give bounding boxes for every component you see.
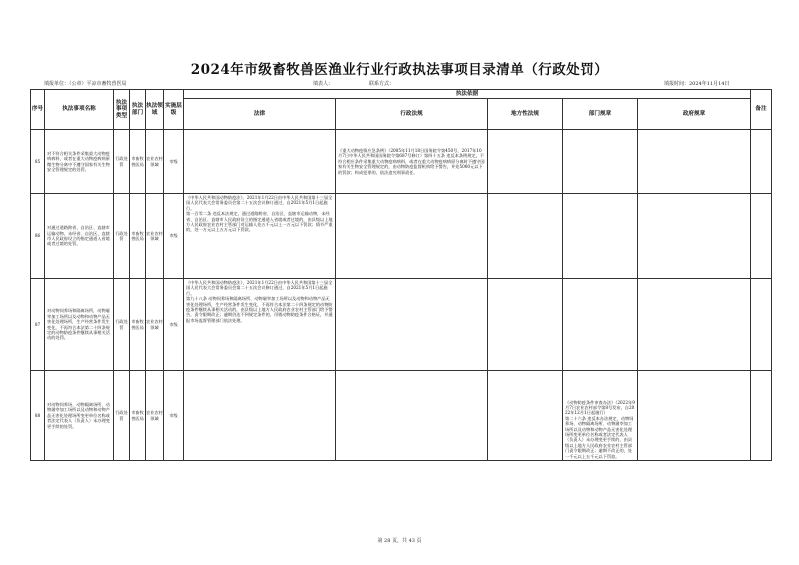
cell-gov-rule — [638, 371, 751, 461]
filler-label: 填表人： — [313, 81, 334, 87]
header-basis: 执法依据 — [184, 90, 751, 99]
cell-dept: 市畜牧兽医局 — [130, 130, 146, 194]
cell-seq: 87 — [31, 279, 45, 371]
cell-name: 对不符合相关条件采集重大动物疫病病料，或者在重大动物疫病病原微生物分离中不遵守国家有关生物安全管理规定的处罚。 — [45, 130, 114, 194]
cell-local-reg — [488, 371, 563, 461]
cell-local-reg — [488, 130, 563, 194]
cell-type: 行政处罚 — [114, 194, 130, 279]
cell-gov-rule — [638, 130, 751, 194]
cell-note — [751, 130, 772, 194]
cell-dept-rule — [563, 194, 638, 279]
cell-gov-rule — [638, 194, 751, 279]
cell-seq: 85 — [31, 130, 45, 194]
header-seq: 序号 — [31, 90, 45, 130]
table-row — [31, 130, 772, 194]
cell-note — [751, 279, 772, 371]
cell-local-reg — [488, 279, 563, 371]
cell-name: 对动物饲养场和隔离场所，动物屠宰加工场所以及动物和动物产品无害化处理场所，生产经营条件发生变化，不再符合本法第二十四条规定的动物防疫条件继续从事相关活动的处罚。 — [45, 279, 114, 371]
cell-dept-rule: 《动物防疫条件审查办法》（2022年9月7日农业农村部令第8号发布，自2022年12月1日起施行） 第二十六条 违反本办法规定，动物饲养场、动物隔离场所、动物屠宰加工场所以及动物和动物产品无害化处理场所变更单位名称或者法定代表人（负责人）未办理变更手续的，由县级以上地方人民政府农业农村主管部门责令限期改正；逾期不改正的，处一千元以上五千元以下罚款。 — [563, 371, 638, 461]
cell-type: 行政处罚 — [114, 279, 130, 371]
filing-unit: 填报单位：（公章）平凉市畜牧兽医局 — [44, 81, 127, 87]
cell-admin-reg — [336, 371, 488, 461]
table-row — [31, 371, 772, 461]
cell-dept-rule — [563, 279, 638, 371]
cell-note — [751, 371, 772, 461]
cell-dept-rule — [563, 130, 638, 194]
cell-local-reg — [488, 194, 563, 279]
cell-level: 市级 — [164, 194, 184, 279]
document-title: 2024年市级畜牧兽医渔业行业行政执法事项目录清单（行政处罚） — [190, 62, 609, 78]
header-gov-rule: 政府规章 — [638, 99, 751, 130]
header-type: 执法事项类型 — [114, 90, 130, 130]
cell-law: 《中华人民共和国动物防疫法》，2021年1月22日由中华人民共和国第十三届全国人民代表大会常务委员会第二十五次会议修订通过，自2021年5月1日起施行。 第一百零二条 违反本法规定，通过道路跨省、自治区、直辖市运输动物，未经省、自治区、直辖市人民政府设立的指定通道入省境或者过境的，由县级以上地方人民政府农业农村主管部门对运输人处五千元以上一万元以下罚款；情节严重的，处一万元以上五万元以下罚款。 — [184, 194, 336, 279]
header-local-reg: 地方性法规 — [488, 99, 563, 130]
cell-field: 农业农村领域 — [146, 371, 164, 461]
header-law: 法律 — [184, 99, 336, 130]
cell-name: 对动物饲养场、动物隔离场所、动物屠宰加工场所以及动物和动物产品无害化处理场所变更单位名称或者法定代表人（负责人）未办理变更手续的处罚。 — [45, 371, 114, 461]
cell-field: 农业农村领域 — [146, 194, 164, 279]
cell-law — [184, 130, 336, 194]
cell-dept: 市畜牧兽医局 — [130, 279, 146, 371]
table-row — [31, 194, 772, 279]
cell-note — [751, 194, 772, 279]
cell-type: 行政处罚 — [114, 130, 130, 194]
page-number: 第 28 页，共 43 页 — [377, 538, 422, 544]
cell-type: 行政处罚 — [114, 371, 130, 461]
header-admin-reg: 行政法规 — [336, 99, 488, 130]
table-row — [31, 279, 772, 371]
cell-seq: 86 — [31, 194, 45, 279]
header-dept: 执法部门 — [130, 90, 146, 130]
cell-admin-reg — [336, 194, 488, 279]
cell-name: 对通过道路跨省、自治区、直辖市运输动物，未经省、自治区、直辖市人民政府设立的指定通道入省境或者过境的处罚。 — [45, 194, 114, 279]
cell-field: 农业农村领域 — [146, 130, 164, 194]
cell-admin-reg — [336, 279, 488, 371]
cell-level: 市级 — [164, 279, 184, 371]
cell-dept: 市畜牧兽医局 — [130, 194, 146, 279]
cell-law — [184, 371, 336, 461]
cell-level: 市级 — [164, 371, 184, 461]
header-dept-rule: 部门规章 — [563, 99, 638, 130]
cell-seq: 88 — [31, 371, 45, 461]
header-note: 备注 — [751, 90, 772, 130]
header-field: 执法领域 — [146, 90, 164, 130]
enforcement-items-table — [30, 89, 772, 461]
header-name: 执法事项名称 — [45, 90, 114, 130]
cell-level: 市级 — [164, 130, 184, 194]
cell-law: 《中华人民共和国动物防疫法》，2021年1月22日由中华人民共和国第十三届全国人民代表大会常务委员会第二十五次会议修订通过，自2021年5月1日起施行。 第九十八条 动物饲养场和隔离场所、动物屠宰加工场所以及动物和动物产品无害化处理场所，生产经营条件发生变化，不再符合本法第二十四条规定的动物防疫条件继续从事相关活动的，由县级以上地方人民政府农业农村主管部门给予警告，责令限期改正；逾期仍达不到规定条件的，吊销动物防疫条件合格证，并通报市场监督管理部门依法处理。 — [184, 279, 336, 371]
filing-date: 填报时间：2024年11月14日 — [664, 81, 730, 87]
cell-gov-rule — [638, 279, 751, 371]
cell-admin-reg: 《重大动物疫情应急条例》（2005年11月18日国务院令第450号，2017年10月7日中华人民共和国国务院令第687号修订）第四十五条 违反本条例规定，不符合相应条件采集重大动物疫病病料，或者在重大动物疫病病原分离时不遵守国家有关生物安全管理规定的，由动物防疫监督机构给予警告，并处5000元以下的罚款；构成犯罪的，依法追究刑事责任。 — [336, 130, 488, 194]
header-level: 实施层级 — [164, 90, 184, 130]
contact-label: 联系方式： — [369, 81, 395, 87]
cell-field: 农业农村领域 — [146, 279, 164, 371]
cell-dept: 市畜牧兽医局 — [130, 371, 146, 461]
